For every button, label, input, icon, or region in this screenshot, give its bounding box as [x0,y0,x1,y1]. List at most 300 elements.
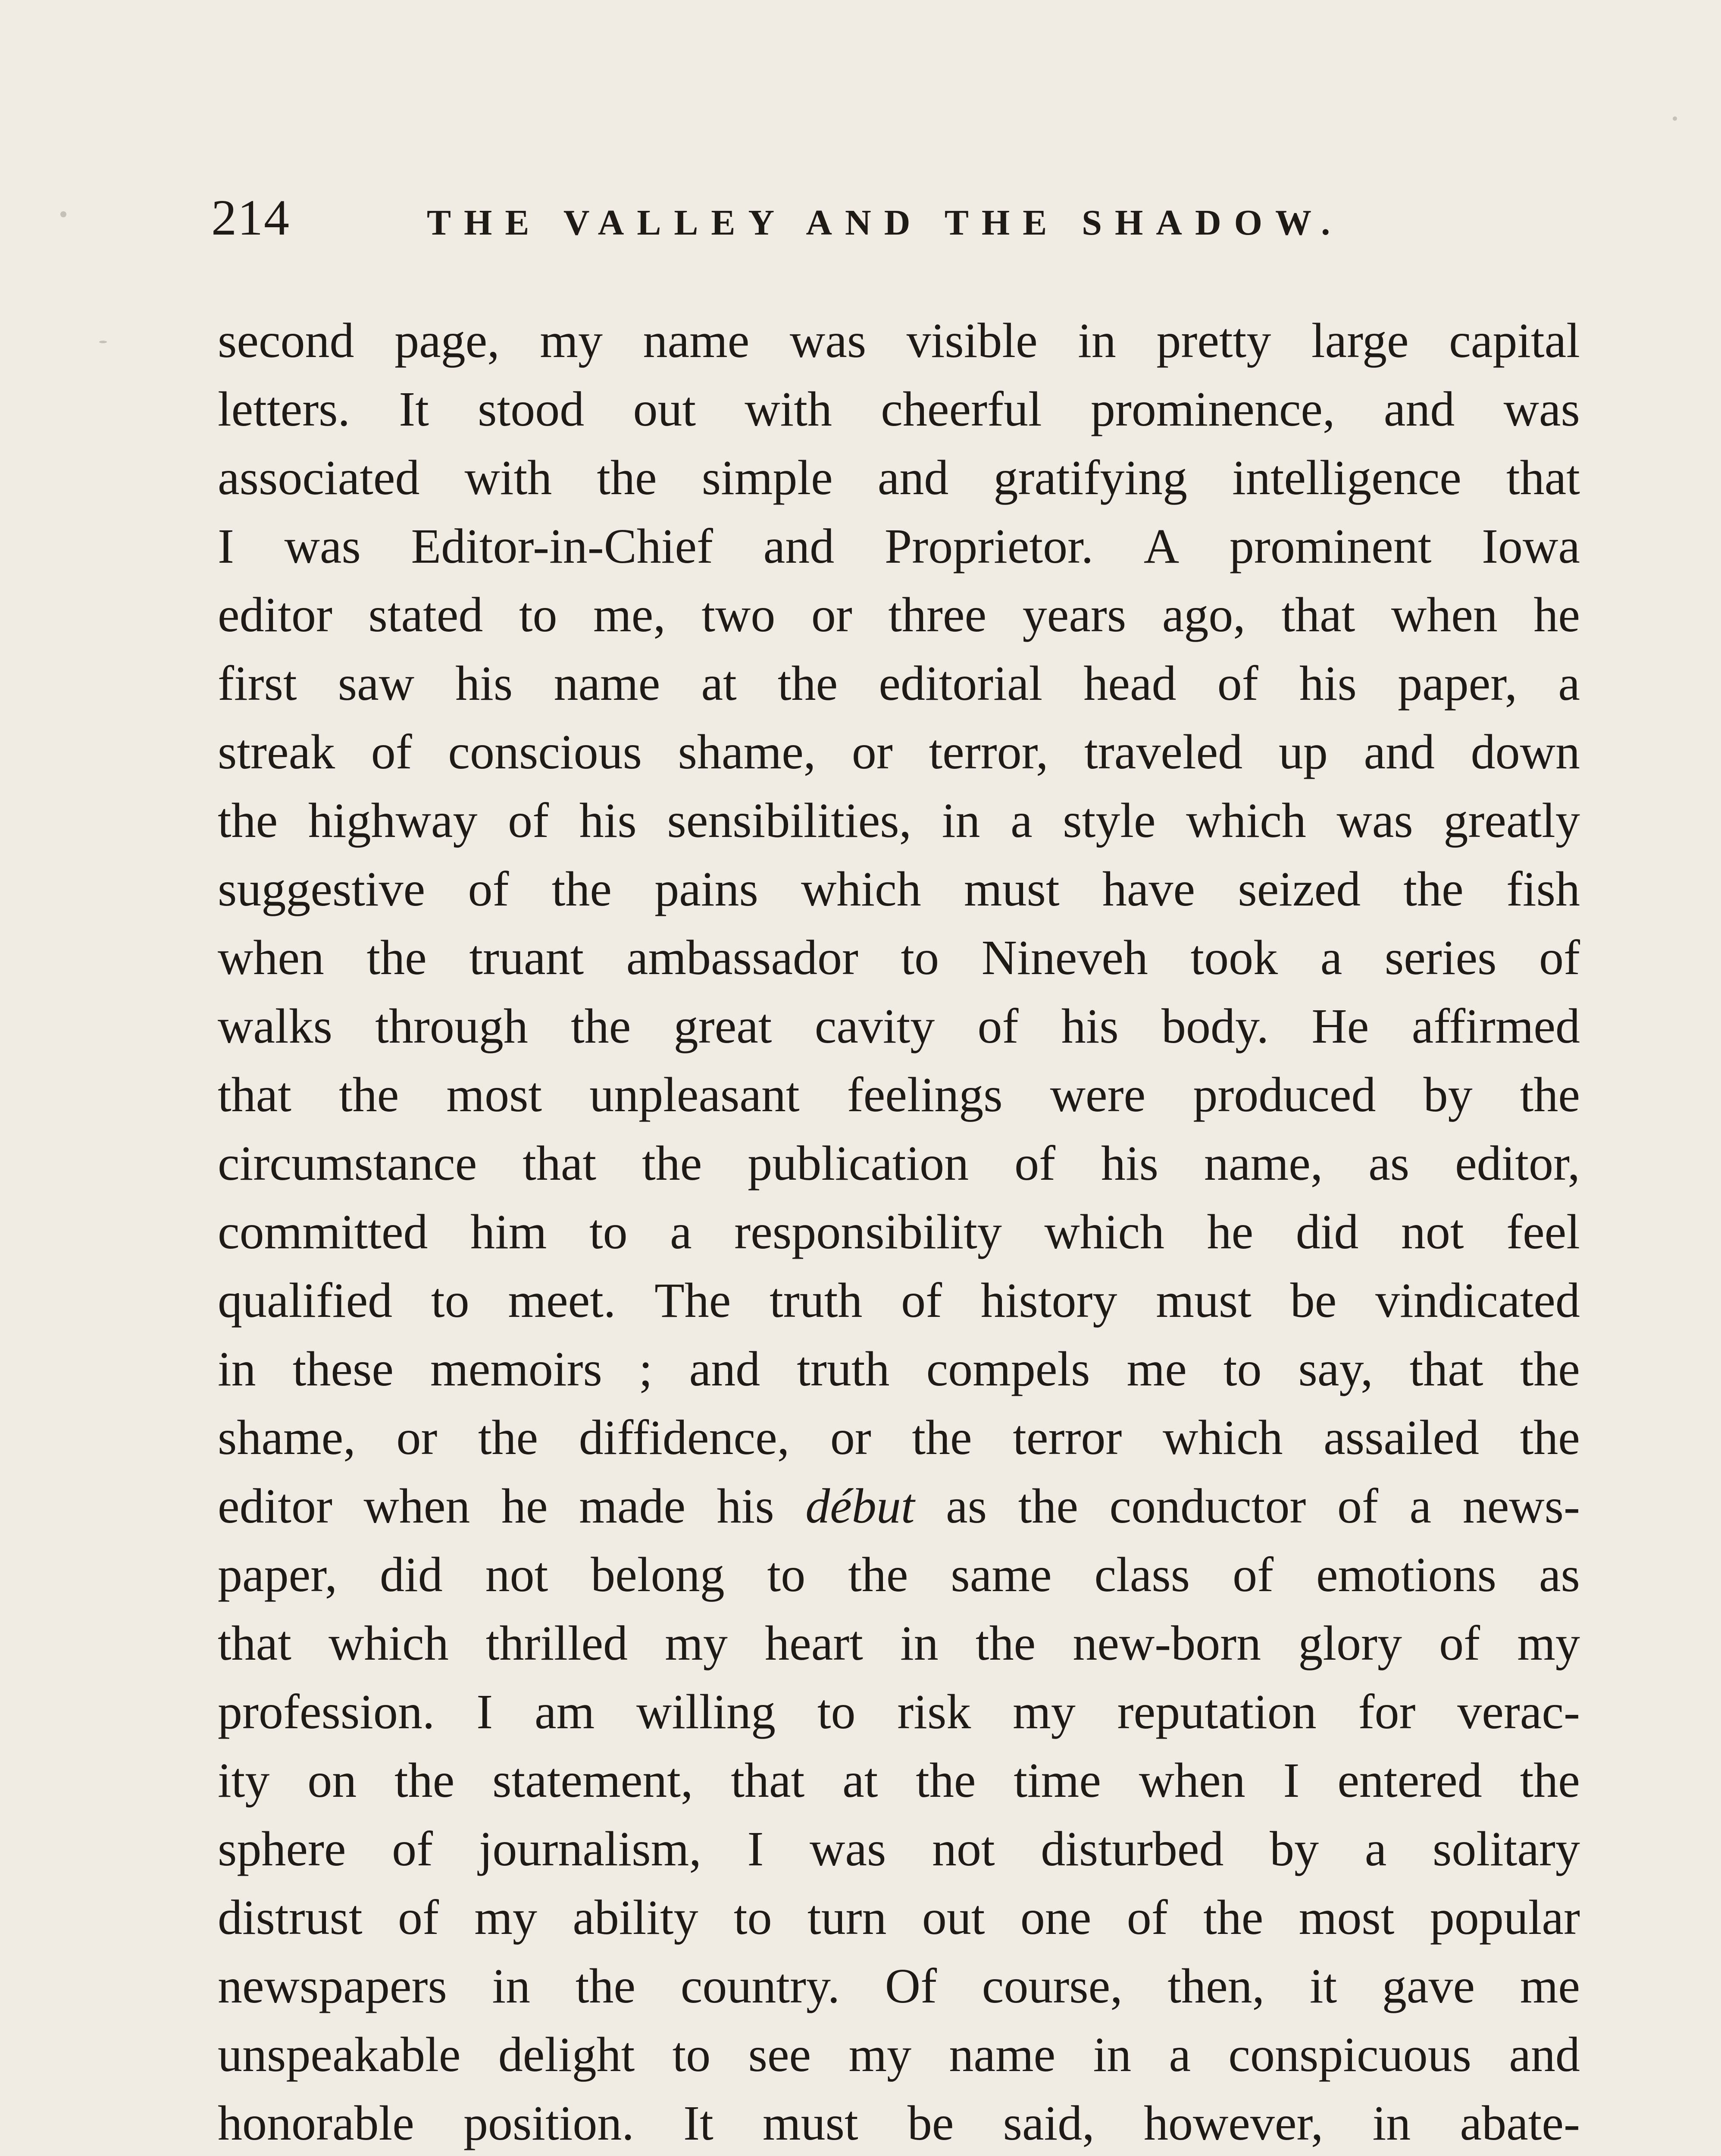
word: of [901,1273,942,1328]
word: gratifying [993,450,1188,505]
word: which [1162,1410,1283,1465]
word: not [932,1821,995,1876]
word: visible [906,313,1038,368]
word: that [731,1753,805,1808]
word: cavity [814,999,935,1053]
word: stood [478,382,585,436]
word: pretty [1156,313,1271,368]
word: Editor-in-Chief [411,519,713,573]
word: I [1283,1753,1300,1808]
word: It [399,382,429,436]
word: disturbed [1041,1821,1224,1876]
word: it [1309,1959,1337,2013]
word: seized [1238,862,1361,916]
word: distrust [218,1890,363,1945]
word: his [455,656,513,711]
word: of [398,1890,439,1945]
word: name [554,656,660,711]
word: sphere [218,1821,346,1876]
word: ity [218,1753,270,1808]
word: the [848,1547,908,1602]
word: to [733,1890,772,1945]
word: newspapers [218,1959,447,2013]
word: body. [1161,999,1269,1053]
word: a [1011,793,1033,848]
word: the [366,930,427,985]
word: two [701,587,776,642]
word: début [805,1479,915,1533]
word: in [218,1341,256,1396]
word: prominence, [1090,382,1335,436]
word: and [689,1341,760,1396]
word: made [579,1479,686,1533]
word: his [717,1479,774,1533]
word: honorable [218,2096,414,2150]
word: the [551,862,612,916]
word: the [1018,1479,1078,1533]
word: the [339,1067,399,1122]
word: diffidence, [579,1410,790,1465]
word: and [1509,2027,1580,2082]
word: Iowa [1482,519,1580,573]
word: committed [218,1204,428,1259]
paper-speck [60,211,66,217]
word: It [683,2096,713,2150]
word: produced [1193,1067,1376,1122]
word: prominent [1229,519,1432,573]
word: at [701,656,737,711]
text-line [218,1197,1580,1266]
word: conductor [1109,1479,1306,1533]
word: when [363,1479,470,1533]
word: name [949,2027,1056,2082]
text-line [218,580,1580,649]
word: were [1050,1067,1146,1122]
word: new-born [1073,1616,1261,1670]
text-line [218,1335,1580,1403]
word: reputation [1117,1684,1317,1739]
word: me [1520,1959,1580,2013]
word: the [1403,862,1464,916]
text-line [218,443,1580,512]
word: with [745,382,832,436]
word: suggestive [218,862,426,916]
word: circumstance [218,1136,477,1191]
word: turn [807,1890,887,1945]
word: he [1533,587,1580,642]
word: to [672,2027,711,2082]
word: took [1190,930,1278,985]
page-header [211,190,1375,259]
paper-speck [1673,116,1677,121]
word: style [1063,793,1156,848]
word: a [1169,2027,1191,2082]
text-line [218,855,1580,923]
word: gave [1382,1959,1475,2013]
word: same [951,1547,1052,1602]
text-line [218,649,1580,718]
word: the [597,450,657,505]
word: large [1311,313,1409,368]
word: memoirs [430,1341,602,1396]
word: Of [885,1959,937,2013]
word: editor [218,1479,332,1533]
word: by [1270,1821,1319,1876]
word: years [1022,587,1126,642]
word: Nineveh [981,930,1148,985]
text-line [218,2089,1580,2156]
word: and [763,519,835,573]
word: simple [701,450,833,505]
word: when [1139,1753,1245,1808]
word: him [470,1204,547,1259]
word: his [579,793,637,848]
paper-speck [99,341,107,343]
word: class [1094,1547,1190,1602]
word: which [801,862,921,916]
word: sensibilities, [667,793,912,848]
running-head: THE VALLEY AND THE SHADOW. [427,203,1343,243]
word: fish [1506,862,1580,916]
word: walks [218,999,332,1053]
word: the [575,1959,636,2013]
word: associated [218,450,420,505]
word: conscious [448,724,642,779]
word: be [907,2096,954,2150]
word: ; [638,1341,653,1396]
word: truant [469,930,584,985]
word: which [1186,793,1306,848]
word: I [747,1821,764,1876]
word: he [501,1479,548,1533]
word: in [492,1959,531,2013]
word: my [665,1616,728,1670]
word: three [888,587,987,642]
word: journalism, [479,1821,701,1876]
word: the [912,1410,972,1465]
word: vindicated [1375,1273,1580,1328]
word: ambassador [626,930,858,985]
word: in [942,793,980,848]
word: history [980,1273,1117,1328]
word: series [1384,930,1497,985]
word: most [446,1067,542,1122]
word: name [643,313,750,368]
text-line [218,1540,1580,1609]
word: of [1014,1136,1056,1191]
word: of [371,724,412,779]
word: belong [591,1547,725,1602]
word: assailed [1324,1410,1480,1465]
word: am [534,1684,595,1739]
word: his [1101,1136,1159,1191]
text-line [218,1883,1580,1952]
text-line [218,786,1580,855]
word: profession. [218,1684,435,1739]
word: of [392,1821,433,1876]
word: me [1126,1341,1187,1396]
word: which [329,1616,449,1670]
word: of [1337,1479,1378,1533]
word: unpleasant [589,1067,800,1122]
word: for [1358,1684,1416,1739]
word: The [654,1273,731,1328]
word: A [1143,519,1180,573]
word: risk [897,1684,971,1739]
word: he [1207,1204,1254,1259]
word: the [1203,1890,1264,1945]
word: my [1013,1684,1076,1739]
text-line [218,1266,1580,1335]
word: or [830,1410,871,1465]
word: truth [770,1273,863,1328]
word: paper, [218,1547,338,1602]
word: great [673,999,772,1053]
word: in [1078,313,1116,368]
word: must [762,2096,858,2150]
word: a [1364,1821,1387,1876]
word: highway [308,793,478,848]
word: in [900,1616,939,1670]
word: by [1423,1067,1473,1122]
word: one [1020,1890,1092,1945]
word: was [789,313,867,368]
word: when [218,930,324,985]
word: shame, [678,724,816,779]
word: page, [394,313,500,368]
word: the [1520,1341,1580,1396]
word: be [1290,1273,1337,1328]
word: greatly [1443,793,1580,848]
word: of [1439,1616,1480,1670]
word: entered [1337,1753,1482,1808]
word: up [1278,724,1328,779]
word: editor, [1455,1136,1580,1191]
word: his [1061,999,1119,1053]
word: on [307,1753,357,1808]
word: streak [218,724,335,779]
word: head [1083,656,1177,711]
word: as [1368,1136,1410,1191]
word: the [1520,1753,1580,1808]
word: traveled [1084,724,1243,779]
word: the [1520,1410,1580,1465]
word: of [468,862,509,916]
word: of [977,999,1019,1053]
word: me, [593,587,666,642]
word: of [1233,1547,1274,1602]
word: to [817,1684,856,1739]
word: of [1539,930,1580,985]
word: compels [926,1341,1090,1396]
word: I [476,1684,493,1739]
word: the [1520,1067,1580,1122]
text-line [218,1952,1580,2020]
word: that [218,1067,291,1122]
word: of [1217,656,1258,711]
text-line [218,512,1580,580]
word: affirmed [1411,999,1580,1053]
word: saw [338,656,415,711]
text-line [218,992,1580,1060]
word: which [1044,1204,1165,1259]
word: the [777,656,838,711]
word: out [633,382,696,436]
word: through [375,999,528,1053]
word: down [1471,724,1580,779]
word: or [396,1410,438,1465]
text-line [218,1060,1580,1129]
word: popular [1430,1890,1580,1945]
word: to [589,1204,628,1259]
word: meet. [508,1273,616,1328]
word: to [519,587,557,642]
word: my [848,2027,912,2082]
word: that [1281,587,1355,642]
word: must [1156,1273,1252,1328]
text-line [218,2020,1580,2089]
word: pains [654,862,758,916]
word: feel [1506,1204,1580,1259]
word: and [877,450,949,505]
word: or [851,724,893,779]
word: to [431,1273,469,1328]
word: verac- [1457,1684,1580,1739]
word: was [1336,793,1413,848]
word: see [748,2027,811,2082]
word: willing [636,1684,776,1739]
word: the [478,1410,538,1465]
word: to [901,930,939,985]
text-line [218,1472,1580,1540]
word: Proprietor. [884,519,1094,573]
word: intelligence [1232,450,1461,505]
word: with [464,450,552,505]
word: glory [1298,1616,1402,1670]
word: or [811,587,852,642]
text-line [218,1129,1580,1197]
word: that [1409,1341,1483,1396]
word: was [284,519,361,573]
word: name, [1204,1136,1323,1191]
word: to [767,1547,806,1602]
text-line [218,375,1580,443]
word: shame, [218,1410,356,1465]
word: must [964,862,1060,916]
word: ability [573,1890,698,1945]
word: terror, [929,724,1048,779]
word: was [810,1821,886,1876]
word: in [1372,2096,1411,2150]
word: at [842,1753,878,1808]
word: and [1364,724,1435,779]
word: a [1558,656,1580,711]
word: when [1391,587,1498,642]
word: time [1014,1753,1101,1808]
text-line [218,1746,1580,1814]
text-line [218,1609,1580,1677]
word: terror [1013,1410,1122,1465]
body-text [218,306,1580,2156]
word: publication [748,1136,969,1191]
word: in [1093,2027,1132,2082]
word: responsibility [734,1204,1002,1259]
word: that [218,1616,291,1670]
word: I [218,519,234,573]
word: not [1401,1204,1464,1259]
word: emotions [1316,1547,1496,1602]
word: was [1503,382,1580,436]
word: statement, [492,1753,693,1808]
word: not [485,1547,548,1602]
word: editorial [879,656,1043,711]
word: a [670,1204,692,1259]
word: He [1311,999,1369,1053]
word: qualified [218,1273,393,1328]
word: out [922,1890,985,1945]
word: however, [1143,2096,1324,2150]
word: did [1295,1204,1359,1259]
word: as [946,1479,987,1533]
word: then, [1167,1959,1265,2013]
word: my [1517,1616,1580,1670]
word: news- [1462,1479,1580,1533]
word: my [540,313,603,368]
word: truth [797,1341,890,1396]
word: and [1383,382,1455,436]
word: his [1299,656,1357,711]
word: a [1409,1479,1432,1533]
word: abate- [1460,2096,1580,2150]
word: solitary [1432,1821,1580,1876]
word: paper, [1398,656,1518,711]
word: ago, [1162,587,1245,642]
word: the [394,1753,455,1808]
word: of [508,793,549,848]
text-line [218,923,1580,992]
word: to [1223,1341,1262,1396]
word: say, [1298,1341,1373,1396]
word: that [523,1136,597,1191]
word: unspeakable [218,2027,461,2082]
word: feelings [847,1067,1003,1122]
word: heart [765,1616,863,1670]
page-number: 214 [211,189,290,246]
word: most [1299,1890,1395,1945]
text-line [218,1403,1580,1472]
word: thrilled [485,1616,628,1670]
word: conspicuous [1228,2027,1472,2082]
text-line [218,1677,1580,1746]
text-line [218,718,1580,786]
word: stated [368,587,483,642]
word: delight [498,2027,635,2082]
word: country. [680,1959,840,2013]
word: position. [463,2096,634,2150]
word: cheerful [881,382,1042,436]
word: course, [982,1959,1123,2013]
word: editor [218,587,332,642]
word: did [380,1547,443,1602]
word: the [642,1136,702,1191]
word: first [218,656,297,711]
word: said, [1003,2096,1095,2150]
word: the [975,1616,1036,1670]
text-line [218,1814,1580,1883]
word: the [571,999,631,1053]
word: that [1506,450,1580,505]
word: these [292,1341,394,1396]
